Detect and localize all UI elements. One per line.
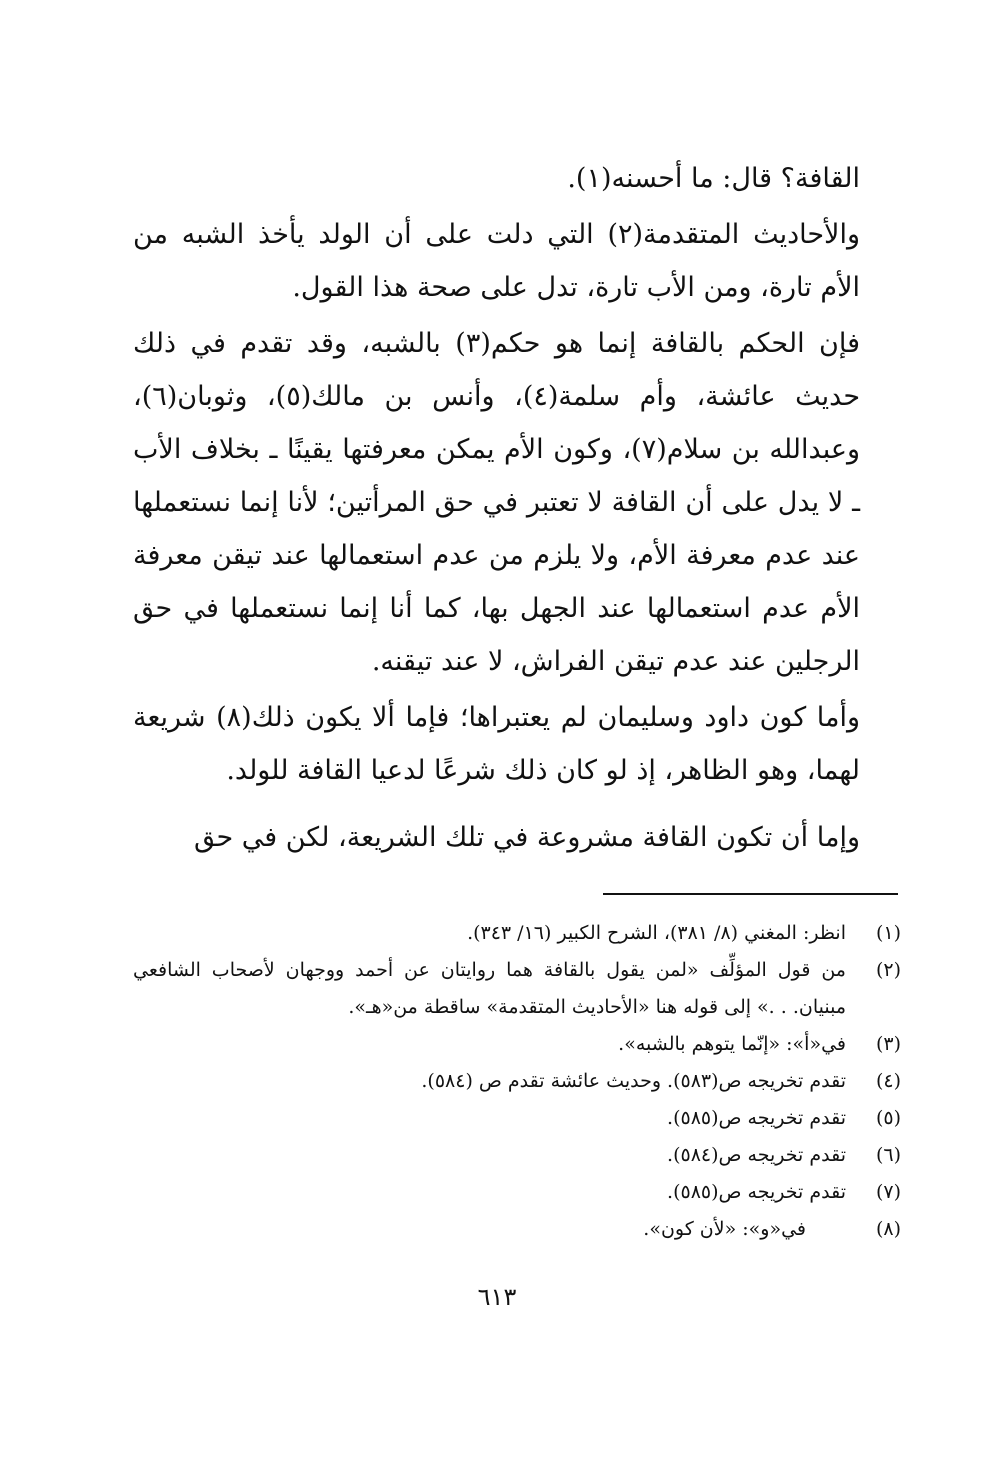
footnote-text: في«و»: «لأن كون».: [643, 1218, 806, 1240]
paragraph-1: القافة؟ قال: ما أحسنه(١).: [567, 163, 860, 194]
footnote-number: (٦): [875, 1144, 901, 1166]
paragraph-5: وإما أن تكون القافة مشروعة في تلك الشريعة، لكن في حق: [193, 822, 860, 853]
footnotes: [133, 915, 901, 1248]
footnote-separator: [603, 893, 898, 895]
footnote-text: تقدم تخريجه ص(٥٨٤).: [667, 1144, 846, 1166]
paragraph-2: والأحاديث المتقدمة(٢) التي دلت على أن الولد يأخذ الشبه من الأم تارة، ومن الأب تارة، تدل على صحة هذا القول.: [133, 219, 860, 303]
footnote-number: (٥): [875, 1107, 901, 1129]
footnote-text: من قول المؤلِّف «لمن يقول بالقافة هما روايتان عن أحمد ووجهان لأصحاب الشافعي مبنيان. . .» إلى قوله هنا «الأحاديث المتقدمة» ساقطة من«هـ».: [133, 959, 846, 1018]
footnote-2: [133, 952, 901, 1026]
footnote-1: [133, 915, 901, 952]
footnote-6: [133, 1137, 901, 1174]
footnote-7: [133, 1174, 901, 1211]
footnote-3: [133, 1026, 901, 1063]
main-text: [133, 152, 860, 864]
footnote-text: في«أ»: «إنّما يتوهم بالشبه».: [618, 1033, 846, 1055]
paragraph-4: وأما كون داود وسليمان لم يعتبراها؛ فإما ألا يكون ذلك(٨) شريعة لهما، وهو الظاهر، إذ لو كان ذلك شرعًا لدعيا القافة للولد.: [133, 702, 860, 786]
footnote-number: (١): [875, 922, 901, 944]
footnote-text: تقدم تخريجه ص(٥٨٥).: [667, 1181, 846, 1203]
footnote-text: انظر: المغني (٨/ ٣٨١)، الشرح الكبير (١٦/ ٣٤٣).: [467, 922, 846, 944]
footnote-number: (٧): [875, 1181, 901, 1203]
page-number: ٦١٣: [477, 1283, 517, 1311]
footnote-4: [133, 1063, 901, 1100]
footnote-text: تقدم تخريجه ص(٥٨٣). وحديث عائشة تقدم ص (٥٨٤).: [421, 1070, 846, 1092]
footnote-number: (٢): [875, 959, 901, 981]
footnote-number: (٨): [875, 1218, 901, 1240]
paragraph-3: فإن الحكم بالقافة إنما هو حكم(٣) بالشبه، وقد تقدم في ذلك حديث عائشة، وأم سلمة(٤)، وأنس بن مالك(٥)، وثوبان(٦)، وعبدالله بن سلام(٧)، وكون الأم يمكن معرفتها يقينًا ـ بخلاف الأب ـ لا يدل على أن القافة لا تعتبر في حق المرأتين؛ لأنا إنما نستعملها عند عدم معرفة الأم، ولا يلزم من عدم استعمالها عند تيقن معرفة الأم عدم استعمالها عند الجهل بها، كما أنا إنما نستعملها في حق الرجلين عند عدم تيقن الفراش، لا عند تيقنه.: [133, 328, 861, 677]
footnote-number: (٣): [875, 1033, 901, 1055]
footnote-text: تقدم تخريجه ص(٥٨٥).: [667, 1107, 846, 1129]
footnote-number: (٤): [875, 1070, 901, 1092]
footnote-5: [133, 1100, 901, 1137]
footnote-8: [133, 1211, 901, 1248]
